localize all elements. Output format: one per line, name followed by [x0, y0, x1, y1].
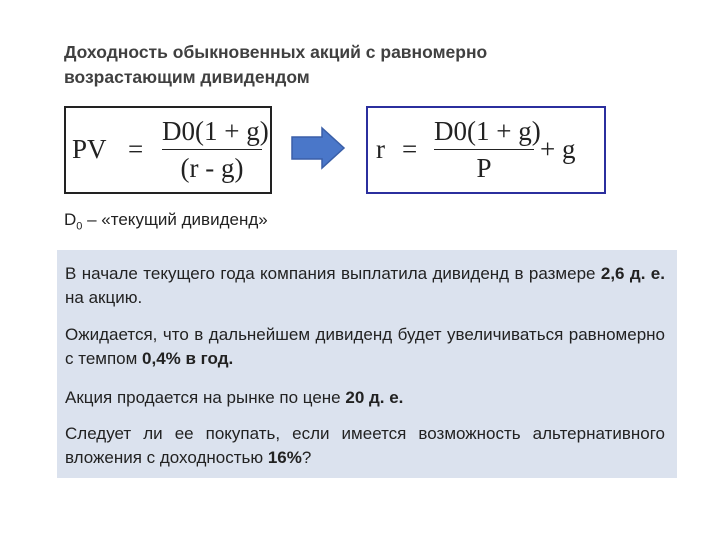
- paragraph-text: ?: [301, 448, 312, 467]
- formula-numerator: D0(1 + g): [162, 116, 269, 146]
- problem-paragraph-4: [65, 422, 665, 470]
- paragraph-value: 20 д. е.: [345, 388, 404, 407]
- slide-title: [64, 40, 664, 90]
- formula-equals: =: [402, 134, 418, 164]
- paragraph-text: Ожидается, что в дальнейшем дивиденд будет увеличиваться равномерно с темпом: [65, 325, 665, 368]
- problem-paragraph-1: [65, 262, 665, 310]
- problem-statement: [57, 250, 677, 478]
- right-arrow-icon: [290, 126, 346, 170]
- slide-title-line-2: возрастающим дивидендом: [64, 67, 310, 87]
- slide-title-line-1: Доходность обыкновенных акций с равномерно: [64, 42, 488, 62]
- formula-denominator: (r - g): [180, 153, 244, 183]
- formula-fraction: [162, 114, 269, 186]
- formula-lhs: PV: [72, 134, 107, 164]
- definition-text: – «текущий дивиденд»: [82, 210, 268, 229]
- formula-tail: + g: [540, 134, 576, 164]
- paragraph-text: Следует ли ее покупать, если имеется возможность альтернативного вложения с доходностью: [65, 424, 665, 467]
- formula-denominator: P: [476, 153, 492, 183]
- problem-paragraph-2: [65, 323, 665, 371]
- paragraph-value: 2,6 д. е.: [600, 264, 665, 283]
- definition-subscript: 0: [76, 220, 83, 233]
- formula-lhs: r: [376, 134, 385, 164]
- formula-equals: =: [128, 134, 144, 164]
- paragraph-value: 16%: [267, 448, 302, 467]
- paragraph-value: 0,4% в год.: [142, 349, 234, 368]
- problem-paragraph-3: [65, 386, 665, 410]
- formula-present-value: [64, 106, 272, 194]
- definition-symbol: D: [64, 210, 77, 229]
- formula-numerator: D0(1 + g): [434, 116, 541, 146]
- formula-rate-of-return: [366, 106, 606, 194]
- formula-fraction: [434, 114, 541, 186]
- dividend-definition: [64, 210, 268, 232]
- paragraph-text: Акция продается на рынке по цене: [65, 388, 346, 407]
- paragraph-text: В начале текущего года компания выплатила дивиденд в размере: [65, 264, 601, 283]
- paragraph-text: на акцию.: [65, 288, 143, 307]
